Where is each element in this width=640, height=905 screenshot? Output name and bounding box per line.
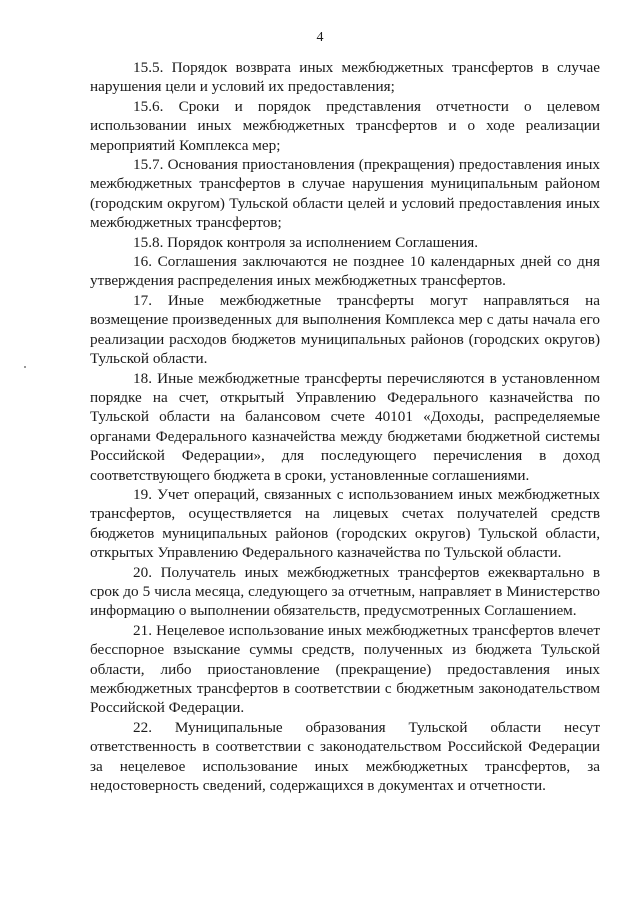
- paragraph-22: 22. Муниципальные образования Тульской области несут ответственность в соответствии с законодательством Российской Федерации за нецелевое использование иных межбюджетных трансфертов, за недостоверность сведений, содержащихся в документах и отчетности.: [90, 718, 600, 795]
- paragraph-15-6: 15.6. Сроки и порядок представления отчетности о целевом использовании иных межбюджетных трансфертов и о ходе реализации мероприятий Комплекса мер;: [90, 97, 600, 154]
- paragraph-15-7: 15.7. Основания приостановления (прекращения) предоставления иных межбюджетных трансфертов в случае нарушения муниципальным районом (городским округом) Тульской области целей и условий предоставления иных межбюджетных трансфертов;: [90, 156, 600, 232]
- scan-speck: [24, 366, 26, 368]
- paragraph-20: 20. Получатель иных межбюджетных трансфертов ежеквартально в срок до 5 числа месяца, следующего за отчетным, направляет в Министерство информацию о выполнении обязательств, предусмотренных Соглашением.: [90, 563, 600, 620]
- paragraph-15-5: 15.5. Порядок возврата иных межбюджетных трансфертов в случае нарушения цели и условий их предоставления;: [90, 59, 600, 96]
- document-body: [90, 58, 600, 795]
- paragraph-19: 19. Учет операций, связанных с использованием иных межбюджетных трансфертов, осуществляется на лицевых счетах получателей средств бюджетов муниципальных районов (городских округов) Тульской области, открытых Управлению Федерального казначейства по Тульской области.: [90, 485, 600, 562]
- paragraph-21: 21. Нецелевое использование иных межбюджетных трансфертов влечет бесспорное взыскание суммы средств, полученных из бюджета Тульской области, либо приостановление (прекращение) предоставления иных межбюджетных трансфертов в соответствии с бюджетным законодательством Российской Федерации.: [90, 621, 600, 717]
- paragraph-16: 16. Соглашения заключаются не позднее 10 календарных дней со дня утверждения распределения иных межбюджетных трансфертов.: [90, 253, 600, 290]
- paragraph-18: 18. Иные межбюджетные трансферты перечисляются в установленном порядке на счет, открытый Управлению Федерального казначейства по Тульской области на балансовом счете 40101 «Доходы, распределяемые органами Федерального казначейства между бюджетами бюджетной системы Российской Федерации», для последующего перечисления в доход соответствующего бюджета в сроки, установленные соглашениями.: [90, 369, 600, 484]
- paragraph-17: 17. Иные межбюджетные трансферты могут направляться на возмещение произведенных для выполнения Комплекса мер с даты начала его реализации расходов бюджетов муниципальных районов (городских округов) Тульской области.: [90, 291, 600, 368]
- page-number: 4: [316, 30, 324, 45]
- paragraph-15-8: 15.8. Порядок контроля за исполнением Соглашения.: [133, 233, 479, 251]
